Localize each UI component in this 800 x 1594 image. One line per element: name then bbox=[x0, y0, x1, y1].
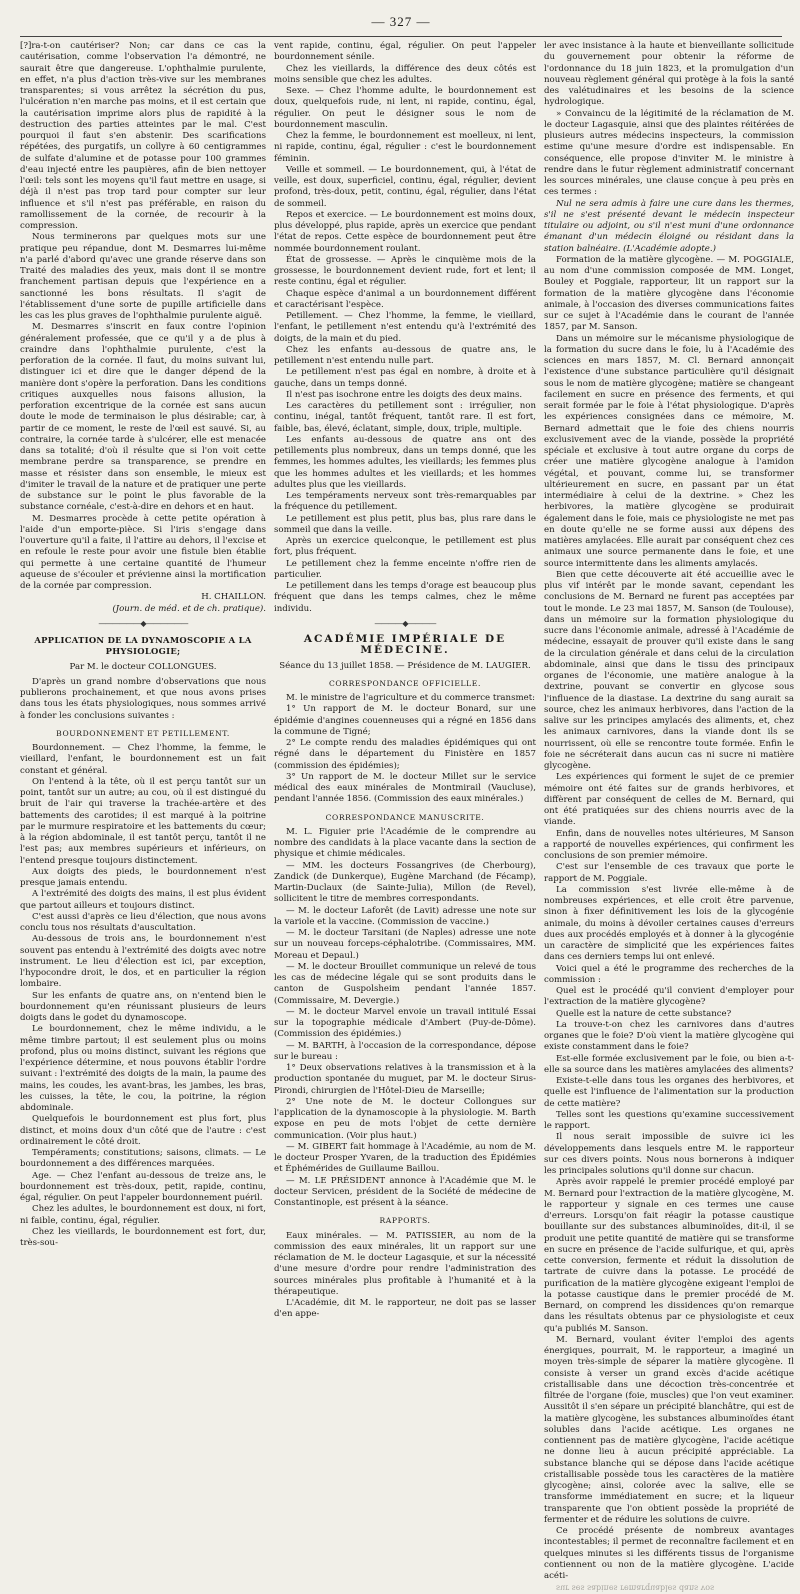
paragraph: 3° Un rapport de M. le docteur Millet sur le service médical des eaux minérales de Montmirail (Vaucluse), pendant l'année 1856. (Commission des eaux minérales.) bbox=[274, 771, 536, 805]
paragraph: Quelquefois le bourdonnement est plus fort, plus distinct, et moins doux d'un côté que de l'autre : c'est ordinairement le côté droit. bbox=[20, 1114, 266, 1147]
paragraph: Les tempéraments nerveux sont très-remarquables par la fréquence du petillement. bbox=[274, 491, 536, 513]
paragraph: Bourdonnement. — Chez l'homme, la femme, le vieillard, l'enfant, le bourdonnement est un fait constant et général. bbox=[20, 743, 266, 776]
paragraph: — M. le docteur Marvel envoie un travail intitulé Essai sur la topographie médicale d'Ambert (Puy-de-Dôme). (Commission des épidémies.) bbox=[274, 1006, 536, 1040]
subsection-title: BOURDONNEMENT ET PETILLEMENT. bbox=[56, 728, 230, 738]
paragraph: Petillement. — Chez l'homme, la femme, le vieillard, l'enfant, le petillement n'est entendu qu'à l'extrémité des doigts, de la main et du pied. bbox=[274, 311, 536, 344]
section-divider: ——————◆—————— bbox=[98, 618, 188, 628]
paragraph: La commission s'est livrée elle-même à de nombreuses expériences, et elle croit être parvenue, sinon à fixer définitivement les lois de la glycogénie animale, du moins à dévoiler certaines causes d'erreurs dues aux procédés employés et à donner à la glycogénie un caractère de simplicité que les expériences faites dans ces derniers temps lui ont enlevé. bbox=[544, 884, 794, 963]
paragraph: » Convaincu de la légitimité de la réclamation de M. le docteur Lagasquie, ainsi que des plaintes réitérées de plusieurs autres médecins inspecteurs, la commission estime qu'une mesure d'ordre est indispensable. En conséquence, elle propose d'inviter M. le ministre à rendre dans le futur règlement administratif concernant les sources minérales, une clause conçue à peu près en ces termes : bbox=[544, 108, 794, 198]
paragraph: État de grossesse. — Après le cinquième mois de la grossesse, le bourdonnement devient rude, fort et lent; il reste continu, égal et régulier. bbox=[274, 254, 536, 288]
paragraph: Existe-t-elle dans tous les organes des herbivores, et quelle est l'influence de l'alimentation sur la production de cette matière? bbox=[544, 1076, 794, 1109]
paragraph: Chez les vieillards, le bourdonnement est fort, dur, très-sou- bbox=[20, 1226, 266, 1248]
column-left bbox=[20, 41, 266, 1594]
paragraph: Chez les enfants au-dessous de quatre ans, le petillement n'est entendu nulle part. bbox=[274, 344, 536, 366]
paragraph: ler avec insistance à la haute et bienveillante sollicitude du gouvernement pour obtenir la réforme de l'ordonnance du 18 juin 1823, et la promulgation d'un nouveau règlement général qui protège à la fois la santé des valétudinaires et les besoins de la science hydrologique. bbox=[544, 41, 794, 108]
academy-title: ACADÉMIE IMPÉRIALE DE MÉDECINE. bbox=[303, 633, 507, 657]
paragraph: Formation de la matière glycogène. — M. POGGIALE, au nom d'une commission composée de MM. Longet, Bouley et Poggiale, rapporteur, lit un rapport sur la formation de la matière glycogène dans l'économie animale, à l'occasion des diverses communications faites sur ce sujet à l'Académie dans le courant de l'année 1857, par M. Sanson. bbox=[544, 254, 794, 333]
paragraph: — M. BARTH, à l'occasion de la correspondance, dépose sur le bureau : bbox=[274, 1040, 536, 1062]
paragraph: Repos et exercice. — Le bourdonnement est moins doux, plus développé, plus rapide, après un exercice que pendant l'état de repos. Cette espèce de bourdonnement peut être nommée bourdonnement roulant. bbox=[274, 209, 536, 254]
paragraph: 2° Le compte rendu des maladies épidémiques qui ont régné dans le département du Finistère en 1857 (commission des épidémies); bbox=[274, 738, 536, 771]
paragraph: Aux doigts des pieds, le bourdonnement n'est presque jamais entendu. bbox=[20, 866, 266, 888]
paragraph: — M. le docteur Laforêt (de Lavit) adresse une note sur la variole et la vaccine. (Commission de vaccine.) bbox=[274, 905, 536, 927]
paragraph: Nul ne sera admis à faire une cure dans les thermes, s'il ne s'est présenté devant le médecin inspecteur titulaire ou adjoint, ou s'il n'est muni d'une ordonnance émanant d'un médecin éloigné ou résidant dans la station balnéaire. (L'Académie adopte.) bbox=[544, 198, 794, 254]
paragraph: Le petillement n'est pas égal en nombre, à droite et à gauche, dans un temps donné. bbox=[274, 367, 536, 389]
paragraph: L'Académie, dit M. le rapporteur, ne doit pas se lasser d'en appe- bbox=[274, 1298, 536, 1320]
paragraph: — M. le docteur Brouillet communique un relevé de tous les cas de médecine légale qui se sont produits dans le canton de Guspolsheim pendant l'année 1857. (Commissaire, M. Devergie.) bbox=[274, 961, 536, 1006]
paragraph: 1° Un rapport de M. le docteur Bonard, sur une épidémie d'angines couenneuses qui a régné en 1856 dans la commune de Tigné; bbox=[274, 704, 536, 737]
paragraph: Est-elle formée exclusivement par le foie, ou bien a-t-elle sa source dans les matières amylacées des aliments? bbox=[544, 1053, 794, 1075]
paragraph: Dans un mémoire sur le mécanisme physiologique de la formation du sucre dans le foie, lu à l'Académie des sciences en mars 1857, M. Cl. Bernard annonçait l'existence d'une substance particulière qu'il désignait sous le nom de matière glycogène; matière se changeant facilement en sucre en présence des ferments, et qui serait formée par le foie à l'état physiologique. D'après les expériences consignées dans ce mémoire, M. Bernard admettait que le foie des chiens nourris exclusivement avec de la viande, possède la propriété spéciale et exclusive à tout autre organe du corps de créer une matière glycogène analogue à l'amidon végétal, et pouvant, comme lui, se transformer ultérieurement en sucre, en passant par un état intermédiaire à celui de la dextrine. » Chez les herbivores, la matière glycogène se produirait également dans le foie, mais ce physiologiste ne met pas en doute qu'elle ne se forme aussi aux dépens des matières amylacées. Elle aurait par conséquent chez ces animaux une source permanente dans le foie, et une source intermittente dans les aliments amylacés. bbox=[544, 333, 794, 569]
paragraph: vent rapide, continu, égal, régulier. On peut l'appeler bourdonnement sénile. bbox=[274, 41, 536, 63]
paragraph: Après un exercice quelconque, le petillement est plus fort, plus fréquent. bbox=[274, 536, 536, 558]
paragraph: Après avoir rappelé le premier procédé employé par M. Bernard pour l'extraction de la matière glycogène, M. le rapporteur y signale en ces termes une cause d'erreurs. Lorsqu'on fait réagir la potasse caustique bouillante sur des substances albuminoïdes, dit-il, il se produit une petite quantité de matière qui se transforme en sucre en présence de l'acide sulfurique, et qui, après cette conversion, fermente et réduit la dissolution de tartrate de cuivre dans la potasse. Le procédé de purification de la matière glycogène exigeant l'emploi de la potasse caustique dans le premier procédé de M. Bernard, on comprend les dissidences qu'on remarque dans les résultats obtenus par ce physiologiste et ceux qu'a publiés M. Sanson. bbox=[544, 1177, 794, 1334]
paragraph: Quelle est la nature de cette substance? bbox=[556, 1008, 732, 1019]
paragraph: Sur les enfants de quatre ans, on n'entend bien le bourdonnement qu'en réunissant plusieurs de leurs doigts dans le godet du dynamoscope. bbox=[20, 990, 266, 1023]
subsection-title: CORRESPONDANCE MANUSCRITE. bbox=[325, 812, 485, 822]
text-columns bbox=[20, 41, 794, 1593]
paragraph: Le bourdonnement, chez le même individu, a le même timbre partout; il est seulement plus ou moins profond, plus ou moins distinct, suivant les régions que l'expérience détermine, et nous pouvons établir l'ordre suivant : l'extrémité des doigts de la main, la paume des mains, les coudes, les avant-bras, les jambes, les bras, les cuisses, la tête, le cou, la poitrine, la région abdominale. bbox=[20, 1024, 266, 1113]
paragraph: Chaque espèce d'animal a un bourdonnement différent et caractérisant l'espèce. bbox=[274, 288, 536, 310]
paragraph: Les enfants au-dessous de quatre ans ont des petillements plus nombreux, dans un temps donné, que les femmes, les hommes adultes, les vieillards; les femmes plus que les hommes adultes et les vieillards; et les hommes adultes plus que les vieillards. bbox=[274, 434, 536, 490]
paragraph: Quel est le procédé qu'il convient d'employer pour l'extraction de la matière glycogène? bbox=[544, 986, 794, 1008]
paragraph: Enfin, dans de nouvelles notes ultérieures, M Sanson a rapporté de nouvelles expériences, qui confirment les conclusions de son premier mémoire. bbox=[544, 828, 794, 861]
paragraph: M. Bernard, voulant éviter l'emploi des agents énergiques, pourrait, M. le rapporteur, a imaginé un moyen très-simple de séparer la matière glycogène. Il consiste à verser un grand excès d'acide acétique cristallisable dans une décoction très-concentrée et filtrée de l'organe (foie, muscles) que l'on veut examiner. Aussitôt il s'en sépare un précipité blanchâtre, qui est de la matière glycogène, les substances albuminoïdes étant solubles dans l'acide acétique. Les organes ne contiennent pas de matière glycogène, l'acide acétique ne donne lieu à aucun précipité appréciable. La substance blanche qui se dépose dans l'acide acétique cristallisable possède tous les caractères de la matière glycogène; ainsi, colorée avec la salive, elle se transforme immédiatement en sucre; et la liqueur transparente que l'on obtient possède la propriété de fermenter et de réduire les solutions de cuivre. bbox=[544, 1334, 794, 1525]
column-right bbox=[544, 41, 794, 1594]
paragraph: Telles sont les questions qu'examine successivement le rapport. bbox=[544, 1109, 794, 1131]
paragraph: Il nous serait impossible de suivre ici les développements dans lesquels entre M. le rapporteur sur ces divers points. Nous nous bornerons à indiquer les principales solutions qu'il donne sur chacun. bbox=[544, 1132, 794, 1176]
column-middle bbox=[274, 41, 536, 1594]
section-title: APPLICATION DE LA DYNAMOSCOPIE A LA PHYSIOLOGIE; bbox=[34, 635, 252, 657]
paragraph: Il n'est pas isochrone entre les doigts des deux mains. bbox=[286, 389, 523, 400]
paragraph: Le petillement dans les temps d'orage est beaucoup plus fréquent que dans les temps calmes, chez le même individu. bbox=[274, 581, 536, 614]
paragraph: 1° Deux observations relatives à la transmission et à la production spontanée du muguet, par M. le docteur Sirus-Pirondi, chirurgien de l'Hôtel-Dieu de Marseille; bbox=[274, 1063, 536, 1096]
paragraph: M. Desmarres s'inscrit en faux contre l'opinion généralement professée, que ce qu'il y a de plus à craindre dans l'ophthalmie purulente, c'est la perforation de la cornée. Il faut, du moins suivant lui, distinguer ici et dire que le danger dépend de la manière dont s'opère la perforation. Dans les conditions critiques auxquelles nous faisons allusion, la perforation excentrique de la cornée est sans aucun doute le mode de terminaison le plus désirable; car, à partir de ce moment, le reste de l'œil est sauvé. Si, au contraire, la cornée tarde à s'ulcérer, elle est menacée dans sa totalité; d'où il résulte que si l'on voit cette membrane perdre sa transparence, se prendre en masse et résister dans son ensemble, le mieux est d'imiter le travail de la nature et de pratiquer une perte de substance sur le point le plus favorable de la substance cornéale, c'est-à-dire en dehors et en haut. bbox=[20, 322, 266, 513]
intro-paragraph: D'après un grand nombre d'observations que nous publierons prochainement, et que nous avons prises dans tous les états physiologiques, nous sommes arrivé à fonder les conclusions suivantes : bbox=[20, 676, 266, 721]
paragraph: Le petillement chez la femme enceinte n'offre rien de particulier. bbox=[274, 558, 536, 580]
paragraph: Veille et sommeil. — Le bourdonnement, qui, à l'état de veille, est doux, superficiel, continu, égal, régulier, devient profond, très-doux, petit, continu, égal, régulier, dans l'état de sommeil. bbox=[274, 164, 536, 209]
paragraph: Eaux minérales. — M. PATISSIER, au nom de la commission des eaux minérales, lit un rapport sur une réclamation de M. le docteur Lagasquie, et sur la nécessité d'une mesure d'ordre pour rendre l'administration des sources minérales plus profitable à l'humanité et à la thérapeutique. bbox=[274, 1230, 536, 1297]
paragraph: A l'extrémité des doigts des mains, il est plus évident que partout ailleurs et toujours distinct. bbox=[20, 889, 266, 911]
paragraph: — MM. les docteurs Fossangrives (de Cherbourg), Zandick (de Dunkerque), Eugène Marchand (de Fécamp), Martin-Duclaux (de Sainte-Julia), Millon (de Revel), sollicitent le titre de membres correspondants. bbox=[274, 860, 536, 905]
paragraph: Au-dessous de trois ans, le bourdonnement n'est souvent pas entendu à l'extrémité des doigts avec notre instrument. Le lieu d'élection est ici, par exception, l'hypocondre droit, le dos, et en particulier la région lombaire. bbox=[20, 934, 266, 990]
section-author: Par M. le docteur COLLONGUES. bbox=[69, 661, 217, 672]
paragraph: M. L. Figuier prie l'Académie de le comprendre au nombre des candidats à la place vacante dans la section de physique et chimie médicales. bbox=[274, 826, 536, 860]
paragraph: Age. — Chez l'enfant au-dessous de treize ans, le bourdonnement est très-doux, petit, rapide, continu, égal, régulier. On peut l'appeler bourdonnement puéril. bbox=[20, 1170, 266, 1203]
paragraph: 2° Une note de M. le docteur Collongues sur l'application de la dynamoscopie à la physiologie. M. Barth expose en peu de mots l'objet de cette dernière communication. (Voir plus haut.) bbox=[274, 1096, 536, 1141]
subsection-title: RAPPORTS. bbox=[379, 1216, 431, 1226]
subsection-title: CORRESPONDANCE OFFICIELLE. bbox=[329, 678, 481, 688]
paragraph: Tempéraments; constitutions; saisons, climats. — Le bourdonnement a des différences marquées. bbox=[20, 1148, 266, 1170]
header-rule bbox=[20, 36, 782, 37]
paragraph: La trouve-t-on chez les carnivores dans d'autres organes que le foie? D'où vient la matière glycogène qui existe constamment dans le foie? bbox=[544, 1019, 794, 1053]
paragraph: [?]ra-t-on cautériser? Non; car dans ce cas la cautérisation, comme l'observation l'a démontré, ne saurait être que dangereuse. L'ophthalmie purulente, en effet, n'a plus d'action très-vive sur les membranes transparentes; si vous arrêtez la sécrétion du pus, l'ulcération n'en marche pas moins, et il est certain que la cautérisation imprime alors plus de rapidité à la destruction des parties atteintes par le mal. C'est pourquoi il faut s'en abstenir. Des scarifications répétées, des purgatifs, un collyre à 60 centigrammes de sulfate d'alumine et de potasse pour 100 grammes d'eau injecté entre les paupières, afin de bien nettoyer l'œil: tels sont les moyens qu'il faut mettre en usage, si déjà il n'est pas trop tard pour compter sur leur influence et s'il n'est pas préférable, en raison du ramollissement de la cornée, de recourir à la compression. bbox=[20, 41, 266, 231]
paragraph: Chez les adultes, le bourdonnement est doux, ni fort, ni faible, continu, égal, régulier. bbox=[20, 1204, 266, 1226]
bleed-through-text: sur ses sabines remarquables dans vos bbox=[556, 1583, 715, 1593]
paragraph: On l'entend à la tête, où il est perçu tantôt sur un point, tantôt sur un autre; au cou, où il est distingué du bruit de l'air qui traverse la trachée-artère et des battements des carotides; il est marqué à la poitrine par le murmure respiratoire et les battements du cœur; à la région abdominale, il est tantôt perçu, tantôt il ne l'est pas; aux membres supérieurs et inférieurs, on l'entend presque toujours distinctement. bbox=[20, 776, 266, 866]
paragraph: Chez la femme, le bourdonnement est moelleux, ni lent, ni rapide, continu, égal, régulier : c'est le bourdonnement féminin. bbox=[274, 131, 536, 164]
paragraph: — M. GIBERT fait hommage à l'Académie, au nom de M. le docteur Prosper Yvaren, de la traduction des Épidémies et Éphémérides de Guillaume Baillou. bbox=[274, 1141, 536, 1175]
session-line: Séance du 13 juillet 1858. — Présidence de M. LAUGIER. bbox=[279, 660, 531, 671]
page-number: — 327 — bbox=[371, 14, 431, 29]
paragraph: M. le ministre de l'agriculture et du commerce transmet: bbox=[286, 693, 536, 703]
paragraph: — M. LE PRÉSIDENT annonce à l'Académie que M. le docteur Servicen, président de la Société de médecine de Constantinople, est présent à la séance. bbox=[274, 1175, 536, 1208]
paragraph: — M. le docteur Tarsitani (de Naples) adresse une note sur un nouveau forceps-céphalotribe. (Commissaires, MM. Moreau et Depaul.) bbox=[274, 928, 536, 961]
paragraph: Ce procédé présente de nombreux avantages incontestables; il permet de reconnaître facilement et en quelques minutes si les différents tissus de l'organisme contiennent ou non de la matière glycogène. L'acide acéti- bbox=[544, 1526, 794, 1581]
paragraph: Le petillement est plus petit, plus bas, plus rare dans le sommeil que dans la veille. bbox=[274, 513, 536, 535]
section-divider: ————◆———— bbox=[374, 618, 436, 628]
author-signature: H. CHAILLON. bbox=[201, 592, 266, 603]
paragraph: M. Desmarres procède à cette petite opération à l'aide d'un emporte-pièce. Si l'iris s'engage dans l'ouverture qu'il a faite, il l'attire au dehors, il l'excise et en refoule le reste pour avoir une fistule bien établie qui permette à une certaine quantité de l'humeur aqueuse de s'écouler et prévienne ainsi la mortification de la cornée par compression. bbox=[20, 513, 266, 591]
paragraph: C'est sur l'ensemble de ces travaux que porte le rapport de M. Poggiale. bbox=[544, 862, 794, 884]
paragraph: Les caractères du petillement sont : irrégulier, non continu, inégal, tantôt fréquent, tantôt rare. Il est fort, faible, bas, élevé, éclatant, simple, doux, triple, multiple. bbox=[274, 401, 536, 434]
paragraph: Voici quel a été le programme des recherches de la commission : bbox=[544, 963, 794, 985]
paragraph: C'est aussi d'après ce lieu d'élection, que nous avons conclu tous nos résultats d'auscultation. bbox=[20, 911, 266, 933]
paragraph: Bien que cette découverte ait été accueillie avec le plus vif intérêt par le monde savant, cependant les conclusions de M. Bernard ne furent pas acceptées par tout le monde. Le 23 mai 1857, M. Sanson (de Toulouse), dans un mémoire sur la formation physiologique du sucre dans l'économie animale, adressé à l'Académie de médecine, essayait de prouver qu'il existe dans le sang de la circulation générale et dans celui de la circulation abdominale, ainsi que dans le tissu des principaux organes de l'économie, une matière analogue à la dextrine, pouvant se convertir en glycose sous l'influence de la diastase. La dextrine du sang aurait sa source, chez les animaux herbivores, dans l'action de la salive sur les principes amylacés des aliments, et, chez les animaux carnivores, dans la viande dont ils se nourrissent, où elle se rencontre toute formée. Enfin le foie ne sécréterait dans aucun cas ni sucre ni matière glycogène. bbox=[544, 569, 794, 771]
paragraph: Nous terminerons par quelques mots sur une pratique peu répandue, dont M. Desmarres lui-même n'a parlé d'abord qu'avec une grande réserve dans son Traité des maladies des yeux, mais dont il se montre franchement partisan depuis que l'expérience en a sanctionné les bons résultats. Il s'agit de l'établissement d'une sorte de pupille artificielle dans les cas les plus graves de l'ophthalmie purulente aiguë. bbox=[20, 232, 266, 321]
paragraph: Chez les vieillards, la différence des deux côtés est moins sensible que chez les adultes. bbox=[274, 63, 536, 85]
paragraph: Les expériences qui forment le sujet de ce premier mémoire ont été faites sur de grands herbivores, et diffèrent par conséquent de celles de M. Bernard, qui ont été pratiquées sur des chiens nourris avec de la viande. bbox=[544, 772, 794, 828]
source-citation: (Journ. de méd. et de ch. pratique). bbox=[112, 603, 266, 614]
page-header bbox=[20, 14, 782, 34]
paragraph: Sexe. — Chez l'homme adulte, le bourdonnement est doux, quelquefois rude, ni lent, ni rapide, continu, égal, régulier. On peut le désigner sous le nom de bourdonnement masculin. bbox=[274, 86, 536, 130]
